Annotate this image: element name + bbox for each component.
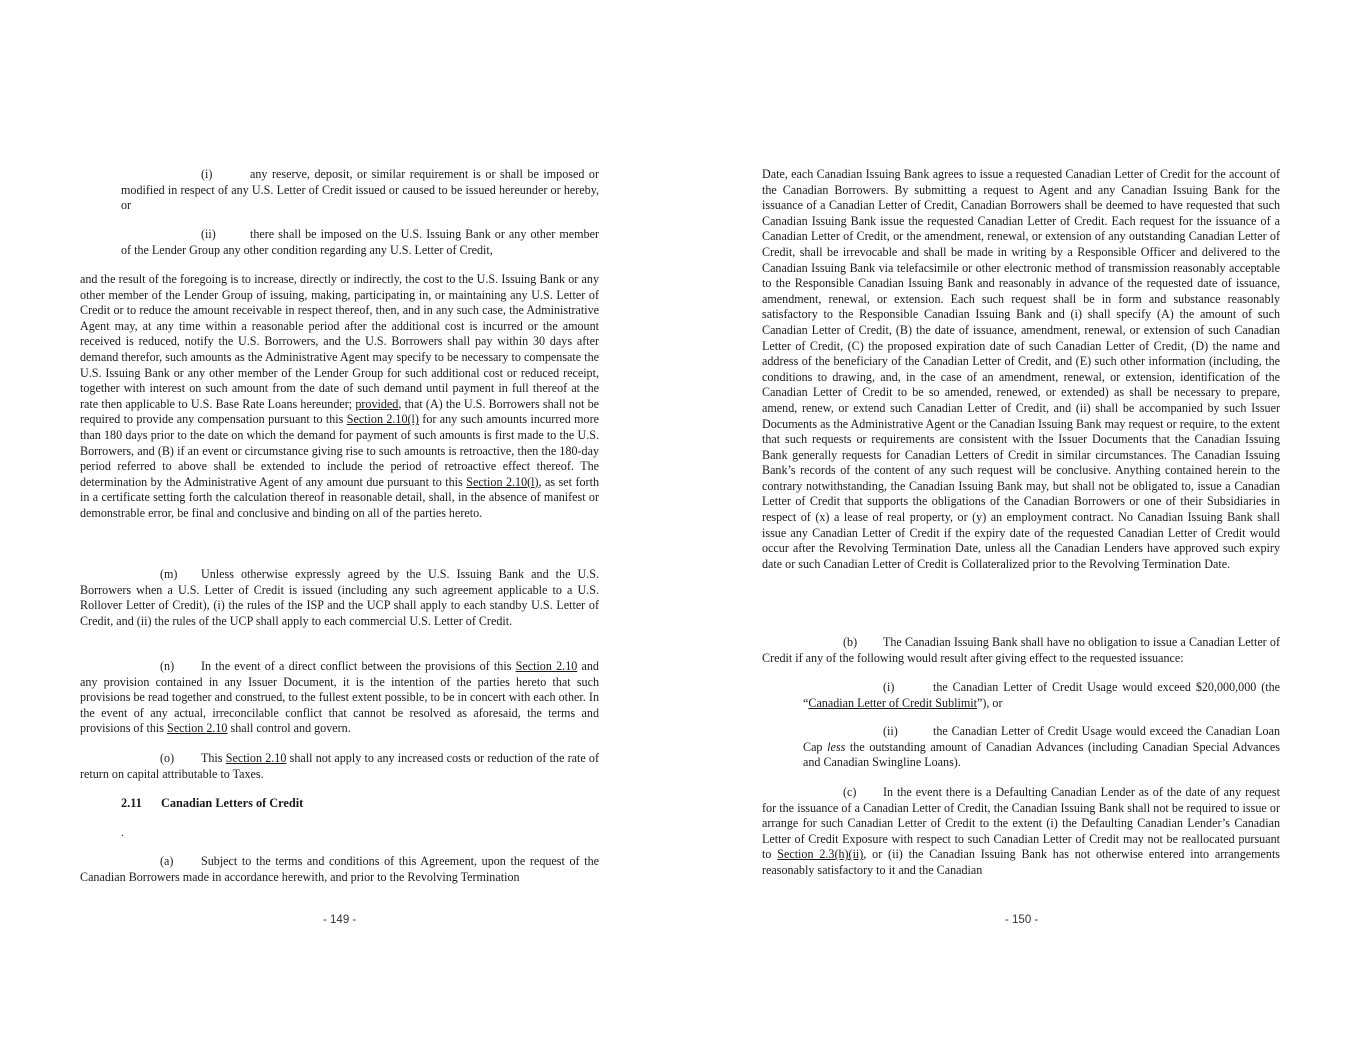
text-run: the outstanding amount of Canadian Advances (including Canadian Special Advances and Canadian Swingline Loans).	[803, 739, 1280, 770]
text-run: , that (A) the U.S. Borrowers shall not be required to provide any compensation pursuant to this	[80, 396, 599, 427]
section-reference: Section 2.10(l)	[346, 412, 419, 427]
paragraph-label: (o)	[160, 751, 175, 765]
paragraph-text: there shall be imposed on the U.S. Issuing Bank or any other member of the Lender Group any other condition regarding any U.S. Letter of Credit,	[121, 227, 599, 257]
paragraph-text: The Canadian Issuing Bank shall have no obligation to issue a Canadian Letter of Credit if any of the following would result after giving effect to the requested issuance:	[762, 635, 1280, 665]
section-reference: Section 2.10	[515, 659, 578, 673]
text-run: , as set forth in a certificate setting forth the calculation thereof in reasonable detail, shall, in the absence of manifest or demonstrable error, be final and conclusive and binding on all of the parties hereto.	[80, 474, 599, 520]
paragraph-result	[80, 272, 599, 522]
paragraph-n	[80, 659, 599, 737]
paragraph-label: (c)	[843, 785, 857, 799]
section-reference: Section 2.10	[225, 751, 287, 765]
paragraph-label: (i)	[883, 680, 895, 694]
paragraph-label: (m)	[160, 567, 178, 581]
paragraph-i	[121, 167, 599, 214]
section-reference: Section 2.3(h)(ii)	[777, 847, 864, 862]
text-run: In the event of a direct conflict between the provisions of this	[201, 659, 516, 673]
section-reference: Section 2.10	[167, 721, 228, 736]
paragraph-a	[80, 854, 599, 885]
text-run: shall control and govern.	[227, 721, 351, 736]
paragraph-ii	[121, 227, 599, 258]
text-run: In the event there is a Defaulting Canadian Lender as of the date of any request for the issuance of a Canadian Letter of Credit, the Canadian Issuing Bank shall not be required to issue or arrange for such Canadian Letter of Credit to the extent (i) the Defaulting Canadian Lender’s Canadian Letter of Credit Exposure with respect to such Canadian Letter of Credit may not be reallocated pursuant to	[762, 785, 1280, 862]
provided-term: provided	[355, 396, 399, 411]
defined-term: Canadian Letter of Credit Sublimit	[808, 695, 977, 710]
paragraph-text: Subject to the terms and conditions of this Agreement, upon the request of the Canadian Borrowers made in accordance herewith, and prior to the Revolving Termination	[80, 854, 599, 884]
text-run: the Canadian Letter of Credit Usage would exceed the Canadian Loan Cap	[803, 724, 1280, 754]
text-run: ”), or	[976, 695, 1003, 710]
page-number: - 149 -	[323, 914, 357, 926]
text-run: and any provision contained in any Issuer Document, it is the intention of the parties hereto that such provisions be read together and construed, to the fullest extent possible, to be in concert with each other. In the event of any actual, irreconcilable conflict that cannot be resolved as aforesaid, the terms and provisions of this	[80, 659, 599, 736]
paragraph-text: any reserve, deposit, or similar requirement is or shall be imposed or modified in respect of any U.S. Letter of Credit issued or caused to be issued hereunder or hereby, or	[121, 167, 599, 213]
paragraph-b-i	[803, 680, 1280, 711]
paragraph-label: (i)	[201, 167, 213, 181]
paragraph-label: (ii)	[883, 724, 898, 738]
italic-term: less	[827, 739, 846, 754]
text-run: shall not apply to any increased costs or reduction of the rate of return on capital attributable to Taxes.	[80, 751, 599, 781]
left-page	[80, 0, 599, 1055]
section-heading	[121, 796, 303, 812]
paragraph-label: (ii)	[201, 227, 216, 241]
paragraph-o	[80, 751, 599, 782]
text-run: and the result of the foregoing is to increase, directly or indirectly, the cost to the U.S. Issuing Bank or any other member of the Lender Group of issuing, making, participating in, or maintaining any U.S. Letter of Credit or to reduce the amount receivable in respect thereof, then, and in any such case, the Administrative Agent may, at any time within a reasonable period after the additional cost is incurred or the amount received is reduced, notify the U.S. Borrowers, and the U.S. Borrowers shall pay within 30 days after demand therefor, such amounts as the Administrative Agent may specify to be necessary to compensate the U.S. Issuing Bank or any other member of the Lender Group for such additional cost or reduced receipt, together with interest on such amount from the date of such demand until payment in full thereof at the rate then applicable to U.S. Base Rate Loans hereunder;	[80, 272, 599, 411]
stray-period: .	[121, 825, 124, 839]
paragraph-c	[762, 785, 1280, 879]
section-title: Canadian Letters of Credit	[161, 796, 304, 810]
paragraph-m	[80, 567, 599, 629]
right-page	[762, 0, 1280, 1055]
text-run: for any such amounts incurred more than 180 days prior to the date on which the demand for payment of such amounts is first made to the U.S. Borrowers, and (B) if an event or circumstance giving rise to such amounts is retroactive, then the 180-day period referred to above shall be extended to include the period of retroactive effect thereof. The determination by the Administrative Agent of any amount due pursuant to this	[80, 412, 599, 489]
paragraph-text: Unless otherwise expressly agreed by the U.S. Issuing Bank and the U.S. Borrowers when a U.S. Letter of Credit is issued (including any such agreement applicable to a U.S. Rollover Letter of Credit), (i) the rules of the ISP and the UCP shall apply to each standby U.S. Letter of Credit, and (ii) the rules of the UCP shall apply to each commercial U.S. Letter of Credit.	[80, 567, 599, 628]
paragraph-continued: Date, each Canadian Issuing Bank agrees to issue a requested Canadian Letter of Credit for the account of the Canadian Borrowers. By submitting a request to Agent and any Canadian Issuing Bank for the issuance of a Canadian Letter of Credit, Canadian Borrowers shall be deemed to have requested that such Canadian Issuing Bank issue the requested Canadian Letter of Credit. Each request for the issuance of a Canadian Letter of Credit, or the amendment, renewal, or extension of any outstanding Canadian Letter of Credit, shall be irrevocable and shall be made in writing by a Responsible Officer and delivered to the Canadian Issuing Bank via telefacsimile or other electronic method of transmission reasonably acceptable to the Responsible Canadian Issuing Bank and reasonably in advance of the requested date of issuance, amendment, renewal, or extension. Each such request shall be in form and substance reasonably satisfactory to the Responsible Canadian Issuing Bank and (i) shall specify (A) the amount of such Canadian Letter of Credit, (B) the date of issuance, amendment, renewal, or extension of such Canadian Letter of Credit, (C) the proposed expiration date of such Canadian Letter of Credit, (D) the name and address of the beneficiary of the Canadian Letter of Credit, and (E) such other information (including, the conditions to drawing, and, in the case of an amendment, renewal, or extension, identification of the Canadian Letter of Credit to be so amended, renewed, or extended) as shall be necessary to prepare, amend, renew, or extend such Canadian Letter of Credit, and (ii) shall be accompanied by such Issuer Documents as the Administrative Agent or the Canadian Issuing Bank may request or require, to the extent that such requests or requirements are consistent with the Issuer Documents that the Canadian Issuing Bank generally requests for Canadian Letters of Credit in similar circumstances. The Canadian Issuing Bank’s records of the content of any such request will be conclusive. Anything contained herein to the contrary notwithstanding, the Canadian Issuing Bank may, but shall not be obligated to, issue a Canadian Letter of Credit that supports the obligations of the Canadian Borrowers or one of their Subsidiaries in respect of (x) a lease of real property, or (y) an employment contract. No Canadian Issuing Bank shall issue any Canadian Letter of Credit if the expiry date of the requested Canadian Letter of Credit would occur after the Revolving Termination Date, unless all the Canadian Lenders have approved such expiry date or such Canadian Letter of Credit is Collateralized prior to the Revolving Termination Date.	[762, 167, 1280, 571]
section-reference: Section 2.10(l)	[466, 474, 539, 489]
page-number: - 150 -	[1005, 914, 1039, 926]
section-number: 2.11	[121, 796, 142, 810]
paragraph-b	[762, 635, 1280, 666]
paragraph-label: (b)	[843, 635, 858, 649]
text-run: the Canadian Letter of Credit Usage would exceed $20,000,000 (the “	[803, 680, 1280, 710]
text-run: , or (ii) the Canadian Issuing Bank has not otherwise entered into arrangements reasonably satisfactory to it and the Canadian	[762, 847, 1281, 877]
paragraph-b-ii	[803, 724, 1280, 771]
paragraph-label: (a)	[160, 854, 174, 868]
text-run: This	[201, 751, 226, 765]
paragraph-label: (n)	[160, 659, 175, 673]
